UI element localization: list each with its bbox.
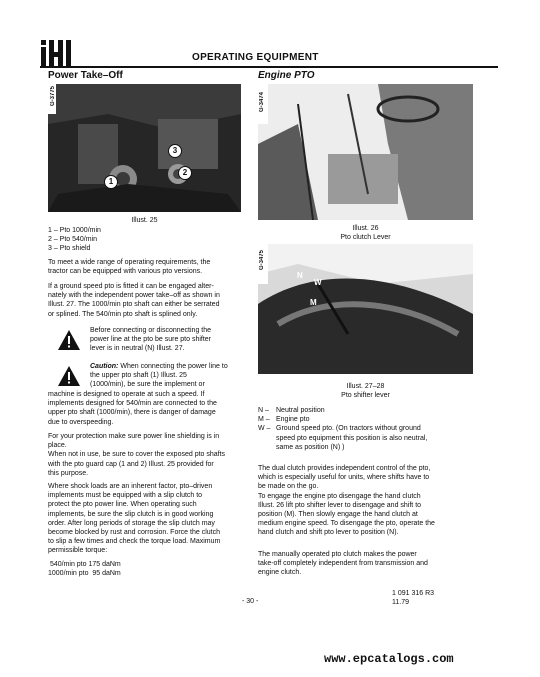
list-item bbox=[258, 424, 478, 433]
caution-text-cont bbox=[48, 390, 217, 427]
text-line: Pto clutch Lever bbox=[340, 234, 391, 241]
photo-code: G-3474 bbox=[259, 92, 265, 113]
text-line: When connecting the power line to bbox=[118, 363, 228, 370]
text-line: implements designed for 540/min are connected to the bbox=[48, 400, 217, 408]
paragraph bbox=[48, 482, 220, 556]
paragraph bbox=[48, 258, 210, 276]
text-line: The manually operated pto clutch makes the power bbox=[258, 551, 417, 558]
photo-code: G-3475 bbox=[259, 250, 265, 271]
text-line: nately with the independent power take–off as shown in bbox=[48, 292, 220, 300]
paragraph bbox=[258, 464, 435, 538]
text-line: 540/min pto 175 daNm bbox=[48, 561, 121, 568]
text-line: speed pto equipment this position is also neutral, bbox=[276, 434, 428, 442]
legend-item: 2 – Pto 540/min bbox=[48, 236, 98, 244]
illus-25-caption: Illust. 25 bbox=[131, 217, 158, 224]
text-line: medium engine speed. To disengage the pto, operate the bbox=[258, 520, 435, 528]
ih-logo bbox=[40, 40, 72, 66]
paragraph bbox=[48, 432, 225, 478]
text-line: position (M). Then slowly engage the hand clutch at bbox=[258, 511, 418, 519]
illus-27-caption bbox=[258, 382, 473, 400]
text-line: protect the pto power line. When operating such bbox=[48, 501, 197, 509]
text-line: or splined. The 540/min pto shaft is splined only. bbox=[48, 310, 198, 318]
caution-text bbox=[90, 362, 228, 390]
page-number: - 30 - bbox=[242, 598, 259, 605]
text-line: Illust. 26 bbox=[352, 225, 379, 232]
text-line: The dual clutch provides independent control of the pto, bbox=[258, 465, 431, 472]
paragraph bbox=[258, 550, 428, 578]
position-key: W – bbox=[258, 425, 271, 433]
text-line: upper pto shaft (1000/min), there is danger of damage bbox=[48, 409, 216, 417]
text-line: permissible torque: bbox=[48, 547, 108, 555]
illus-26-caption bbox=[258, 224, 473, 242]
caution-label: Caution: bbox=[90, 363, 119, 370]
position-text: Neutral position bbox=[276, 407, 325, 414]
text-line: machine is designed to operate at such a speed. If bbox=[48, 391, 205, 398]
text-line: When not in use, be sure to cover the exposed pto shafts bbox=[48, 451, 226, 459]
text-line: with the pto guard cap (1 and 2) Illust. 25 provided for bbox=[48, 460, 214, 468]
text-line: this purpose. bbox=[48, 469, 89, 477]
position-list bbox=[258, 406, 478, 452]
text-line: To meet a wide range of operating requirements, the bbox=[48, 259, 211, 266]
text-line: due to overspeeding. bbox=[48, 418, 114, 426]
text-line: to slip a few times and check the torque load. Maximum bbox=[48, 538, 221, 546]
text-line: same as position (N) ) bbox=[276, 443, 345, 451]
text-line: Where shock loads are an inherent factor, pto–driven bbox=[48, 483, 213, 490]
list-item bbox=[258, 406, 478, 415]
text-line: 1000/min pto 95 daNm bbox=[48, 570, 121, 578]
text-line: (1000/min), be sure the implement or bbox=[90, 381, 205, 389]
legend bbox=[48, 226, 101, 254]
callout-w: W bbox=[314, 278, 322, 287]
doc-date: 11.79 bbox=[392, 599, 409, 606]
legend-item: 3 – Pto shield bbox=[48, 245, 91, 253]
position-text: Ground speed pto. (On tractors without ground bbox=[276, 425, 421, 433]
text-line: place. bbox=[48, 442, 67, 450]
callout-m: M bbox=[310, 298, 317, 307]
text-line: To engage the engine pto disengage the hand clutch bbox=[258, 492, 421, 500]
doc-number: 1 091 316 R3 bbox=[392, 590, 435, 597]
callout-2: 2 bbox=[178, 166, 192, 180]
callout-n: N bbox=[297, 271, 303, 280]
text-line: the upper pto shaft (1) Illust. 25 bbox=[90, 372, 187, 380]
legend-item: 1 – Pto 1000/min bbox=[48, 227, 101, 234]
text-line: lever is in neutral (N) Illust. 27. bbox=[90, 345, 185, 353]
paragraph bbox=[48, 282, 220, 319]
text-line: which is especially useful for units, where shifts have to bbox=[258, 474, 430, 482]
callout-3: 3 bbox=[168, 144, 182, 158]
text-line: implements must be equipped with a slip clutch to bbox=[48, 492, 203, 500]
text-line: Illust. 26 lift pto shifter lever to disengage and shift to bbox=[258, 501, 422, 509]
text-line: be made on the go. bbox=[258, 483, 319, 491]
position-text: Engine pto bbox=[276, 416, 310, 424]
position-key: N – bbox=[258, 407, 269, 414]
text-line: take-off completely independent from transmission and bbox=[258, 560, 428, 568]
list-item bbox=[258, 415, 478, 424]
text-line: Pto shifter lever bbox=[341, 392, 390, 399]
warning-icon bbox=[58, 330, 80, 350]
section-title-engine-pto: Engine PTO bbox=[258, 70, 315, 81]
torque-values bbox=[48, 560, 121, 578]
text-line: tractor can be equipped with various pto versions. bbox=[48, 268, 203, 276]
header-rule bbox=[40, 66, 498, 68]
position-key: M – bbox=[258, 416, 270, 424]
callout-1: 1 bbox=[104, 175, 118, 189]
text-line: engine clutch. bbox=[258, 569, 302, 577]
photo-illust-25 bbox=[48, 84, 241, 212]
text-line: Before connecting or disconnecting the bbox=[90, 327, 212, 334]
text-line: hand clutch and shift pto lever to position (N). bbox=[258, 529, 399, 537]
watermark: www.epcatalogs.com bbox=[324, 652, 454, 666]
text-line: Illust. 27. The 1000/min pto shaft can either be serrated bbox=[48, 301, 220, 309]
photo-illust-26 bbox=[258, 84, 473, 220]
text-line: If a ground speed pto is fitted it can be engaged alter- bbox=[48, 283, 214, 290]
text-line: become blocked by rust and corrosion. Force the clutch bbox=[48, 529, 220, 537]
text-line: implements, be sure the slip clutch is in good working bbox=[48, 510, 214, 518]
section-title-pto: Power Take–Off bbox=[48, 70, 123, 81]
warning-text bbox=[90, 326, 211, 354]
photo-code: G-3775 bbox=[50, 86, 56, 107]
photo-illust-27 bbox=[258, 244, 473, 374]
page-title: OPERATING EQUIPMENT bbox=[192, 52, 319, 63]
text-line: order. After long periods of storage the slip clutch may bbox=[48, 519, 215, 527]
warning-icon bbox=[58, 366, 80, 386]
text-line: Illust. 27–28 bbox=[346, 383, 385, 390]
text-line: For your protection make sure power line shielding is in bbox=[48, 433, 220, 440]
text-line: power line at the pto be sure pto shifter bbox=[90, 336, 212, 344]
